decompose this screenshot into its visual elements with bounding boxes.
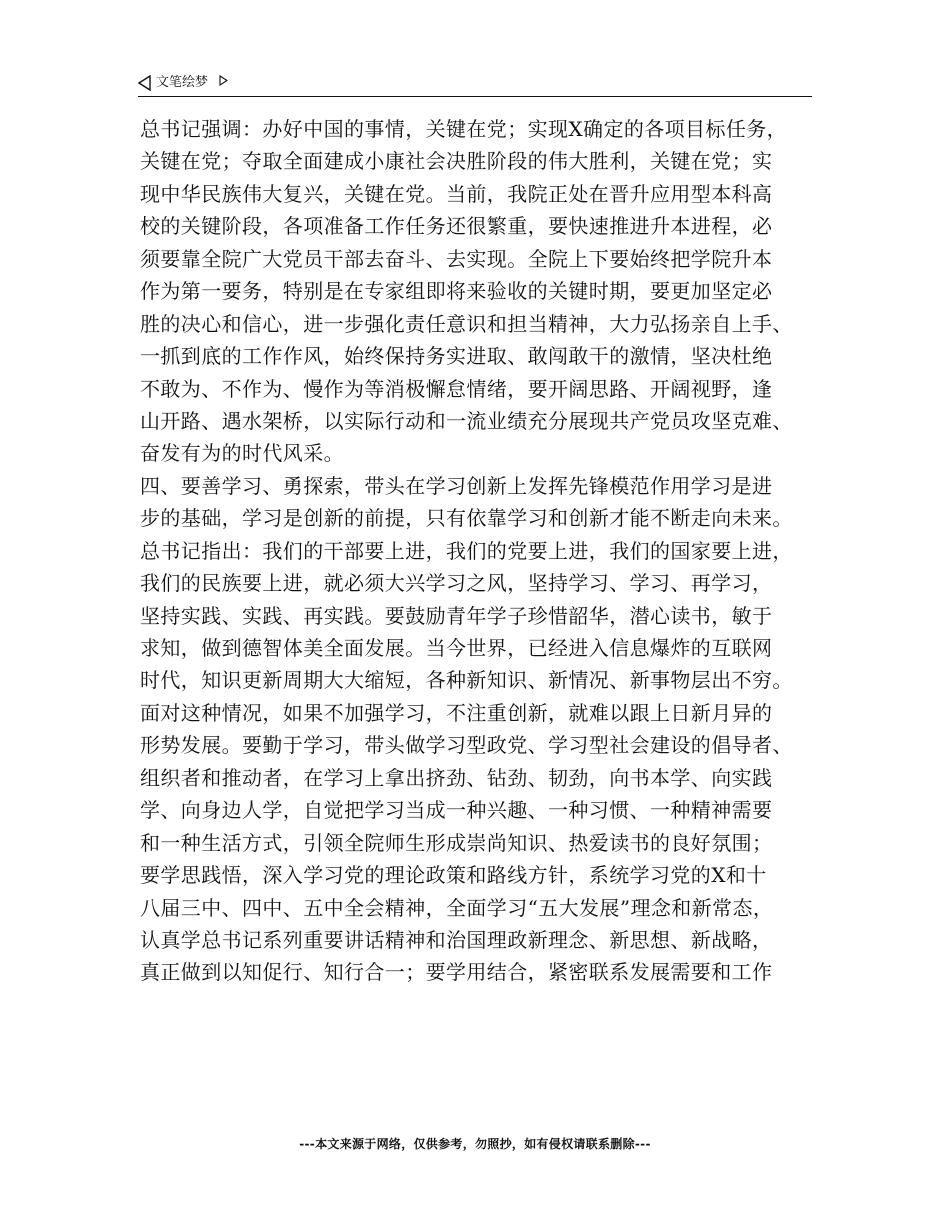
text-line: 组织者和推动者，在学习上拿出挤劲、钻劲、韧劲，向书本学、向实践 bbox=[140, 765, 773, 790]
text-line: 关键在党；夺取全面建成小康社会决胜阶段的伟大胜利，关键在党；实 bbox=[140, 149, 773, 174]
text-line: 和一种生活方式，引领全院师生形成崇尚知识、热爱读书的良好氛围； bbox=[140, 830, 773, 855]
text-line: 学、向身边人学，自觉把学习当成一种兴趣、一种习惯、一种精神需要 bbox=[140, 798, 773, 823]
header-brand: 文笔绘梦 bbox=[156, 75, 209, 90]
text-line: 须要靠全院广大党员干部去奋斗、去实现。全院上下要始终把学院升本 bbox=[140, 246, 773, 271]
text-line: 一抓到底的工作作风，始终保持务实进取、敢闯敢干的激情，坚决杜绝 bbox=[140, 344, 773, 369]
text-line: 形势发展。要勤于学习，带头做学习型政党、学习型社会建设的倡导者、 bbox=[140, 733, 793, 758]
text-line: 求知，做到德智体美全面发展。当今世界，已经进入信息爆炸的互联网 bbox=[140, 636, 773, 660]
text-line: 时代，知识更新周期大大缩短，各种新知识、新情况、新事物层出不穷。 bbox=[140, 668, 793, 693]
text-line: 总书记指出：我们的干部要上进，我们的党要上进，我们的国家要上进， bbox=[140, 538, 793, 563]
text-line: 坚持实践、实践、再实践。要鼓励青年学子珍惜韶华，潜心读书，敏于 bbox=[140, 603, 773, 628]
footer-disclaimer: ---本文来源于网络，仅供参考，勿照抄，如有侵权请联系删除--- bbox=[299, 1137, 651, 1151]
text-line: 四、要善学习、勇探索，带头在学习创新上发挥先锋模范作用学习是进 bbox=[140, 473, 773, 498]
triangle-right-icon bbox=[219, 75, 228, 86]
text-line: 要学思践悟，深入学习党的理论政策和路线方针，系统学习党的Ⅹ和十 bbox=[140, 863, 767, 888]
text-line: 奋发有为的时代风采。 bbox=[140, 441, 344, 466]
text-line: 面对这种情况，如果不加强学习，不注重创新，就难以跟上日新月异的 bbox=[140, 700, 773, 725]
text-line: 现中华民族伟大复兴，关键在党。当前，我院正处在晋升应用型本科高 bbox=[140, 181, 773, 206]
text-line: 作为第一要务，特别是在专家组即将来验收的关键时期，要更加坚定必 bbox=[140, 279, 773, 304]
text-line: 我们的民族要上进，就必须大兴学习之风，坚持学习、学习、再学习， bbox=[140, 571, 773, 596]
text-line: 总书记强调：办好中国的事情，关键在党；实现Ⅹ确定的各项目标任务， bbox=[140, 117, 788, 141]
text-line: 胜的决心和信心，进一步强化责任意识和担当精神，大力弘扬亲自上手、 bbox=[140, 311, 793, 336]
triangle-left-icon bbox=[138, 75, 151, 91]
text-line: 不敢为、不作为、慢作为等消极懈怠情绪，要开阔思路、开阔视野，逢 bbox=[140, 376, 773, 401]
text-line: 八届三中、四中、五中全会精神，全面学习“五大发展”理念和新常态， bbox=[140, 895, 774, 920]
document-body bbox=[140, 113, 830, 989]
text-line: 真正做到以知促行、知行合一；要学用结合，紧密联系发展需要和工作 bbox=[140, 960, 773, 985]
text-line: 步的基础，学习是创新的前提，只有依靠学习和创新才能不断走向未来。 bbox=[140, 506, 793, 531]
page-header bbox=[138, 72, 812, 97]
text-line: 校的关键阶段，各项准备工作任务还很繁重，要快速推进升本进程，必 bbox=[140, 214, 773, 239]
text-line: 认真学总书记系列重要讲话精神和治国理政新理念、新思想、新战略， bbox=[140, 927, 773, 952]
text-line: 山开路、遇水架桥，以实际行动和一流业绩充分展现共产党员攻坚克难、 bbox=[140, 408, 793, 433]
